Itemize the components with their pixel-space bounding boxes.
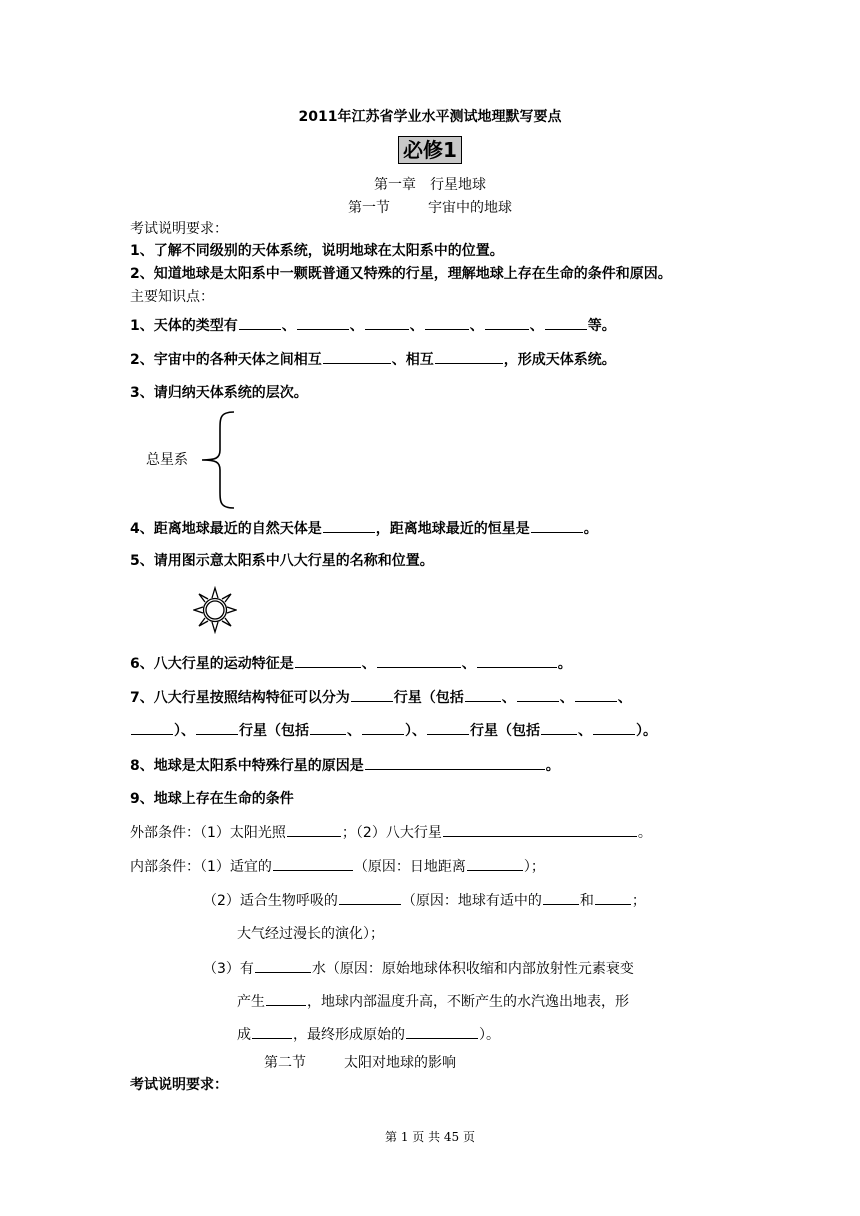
blank-field[interactable] bbox=[365, 315, 409, 330]
blank-field[interactable] bbox=[595, 890, 631, 905]
requirements-heading-2: 考试说明要求： bbox=[130, 1077, 228, 1093]
blank-field[interactable] bbox=[517, 687, 559, 702]
question-1: 1、天体的类型有 、 、 、 、 、 等。 bbox=[130, 315, 616, 336]
blank-field[interactable] bbox=[287, 822, 341, 837]
external-conditions: 外部条件：（1）太阳光照 ；（2）八大行星 。 bbox=[130, 822, 652, 843]
question-7-line-2: ）、 行星（包括 、 ）、 行星（包括 、 ）。 bbox=[130, 720, 657, 741]
requirement-1: 1、了解不同级别的天体系统，说明地球在太阳系中的位置。 bbox=[130, 243, 504, 259]
blank-field[interactable] bbox=[239, 315, 281, 330]
blank-field[interactable] bbox=[427, 720, 469, 735]
internal-condition-2: （2）适合生物呼吸的 （原因：地球有适中的 和 ； bbox=[203, 890, 646, 911]
blank-field[interactable] bbox=[593, 720, 635, 735]
blank-field[interactable] bbox=[339, 890, 401, 905]
blank-field[interactable] bbox=[295, 653, 361, 668]
section-title bbox=[0, 197, 860, 217]
question-8: 8、地球是太阳系中特殊行星的原因是 。 bbox=[130, 755, 560, 776]
blank-field[interactable] bbox=[351, 687, 393, 702]
internal-condition-3-cont-2: 成 ，最终形成原始的 ）。 bbox=[237, 1024, 500, 1045]
blank-field[interactable] bbox=[266, 991, 306, 1006]
section-number: 第一节 bbox=[348, 200, 390, 216]
question-7-line-1: 7、八大行星按照结构特征可以分为 行星（包括 、 、 、 bbox=[130, 687, 632, 708]
galaxy-label: 总星系 bbox=[146, 452, 188, 468]
blank-field[interactable] bbox=[323, 518, 375, 533]
blank-field[interactable] bbox=[255, 958, 311, 973]
blank-field[interactable] bbox=[273, 856, 353, 871]
requirement-2: 2、知道地球是太阳系中一颗既普通又特殊的行星，理解地球上存在生命的条件和原因。 bbox=[130, 266, 672, 282]
blank-field[interactable] bbox=[365, 755, 545, 770]
blank-field[interactable] bbox=[545, 315, 587, 330]
question-2: 2、宇宙中的各种天体之间相互 、相互 ，形成天体系统。 bbox=[130, 349, 616, 370]
internal-condition-1: 内部条件：（1）适宜的 （原因：日地距离 ）； bbox=[130, 856, 545, 877]
blank-field[interactable] bbox=[131, 720, 173, 735]
section-2-title: 第二节 太阳对地球的影响 bbox=[264, 1055, 456, 1071]
blank-field[interactable] bbox=[377, 653, 461, 668]
blank-field[interactable] bbox=[485, 315, 529, 330]
blank-field[interactable] bbox=[465, 687, 501, 702]
page-footer: 第 1 页 共 45 页 bbox=[385, 1130, 475, 1144]
blank-field[interactable] bbox=[435, 349, 503, 364]
blank-field[interactable] bbox=[362, 720, 404, 735]
question-3: 3、请归纳天体系统的层次。 bbox=[130, 385, 308, 401]
chapter-title: 第一章 行星地球 bbox=[374, 177, 486, 193]
badge-wrapper bbox=[0, 136, 860, 164]
blank-field[interactable] bbox=[196, 720, 238, 735]
blank-field[interactable] bbox=[541, 720, 577, 735]
requirements-heading: 考试说明要求： bbox=[130, 221, 228, 237]
internal-condition-3: （3）有 水（原因：原始地球体积收缩和内部放射性元素衰变 bbox=[203, 958, 634, 979]
question-6: 6、八大行星的运动特征是 、 、 。 bbox=[130, 653, 572, 674]
sun-icon bbox=[193, 586, 237, 634]
internal-condition-2-cont: 大气经过漫长的演化）； bbox=[237, 926, 384, 942]
course-badge: 必修1 bbox=[398, 136, 462, 164]
blank-field[interactable] bbox=[575, 687, 617, 702]
left-brace-icon bbox=[198, 410, 238, 510]
section-name: 宇宙中的地球 bbox=[428, 200, 512, 216]
knowledge-heading: 主要知识点： bbox=[130, 289, 214, 305]
blank-field[interactable] bbox=[467, 856, 523, 871]
blank-field[interactable] bbox=[477, 653, 557, 668]
blank-field[interactable] bbox=[425, 315, 469, 330]
blank-field[interactable] bbox=[406, 1024, 478, 1039]
internal-condition-3-cont-1: 产生 ，地球内部温度升高，不断产生的水汽逸出地表，形 bbox=[237, 991, 629, 1012]
blank-field[interactable] bbox=[531, 518, 583, 533]
blank-field[interactable] bbox=[443, 822, 637, 837]
document-title: 2011年江苏省学业水平测试地理默写要点 bbox=[298, 109, 562, 125]
question-5: 5、请用图示意太阳系中八大行星的名称和位置。 bbox=[130, 553, 434, 569]
blank-field[interactable] bbox=[323, 349, 391, 364]
blank-field[interactable] bbox=[297, 315, 349, 330]
blank-field[interactable] bbox=[252, 1024, 292, 1039]
blank-field[interactable] bbox=[543, 890, 579, 905]
question-9: 9、地球上存在生命的条件 bbox=[130, 791, 294, 807]
blank-field[interactable] bbox=[310, 720, 346, 735]
question-4: 4、距离地球最近的自然天体是 ，距离地球最近的恒星是 。 bbox=[130, 518, 598, 539]
